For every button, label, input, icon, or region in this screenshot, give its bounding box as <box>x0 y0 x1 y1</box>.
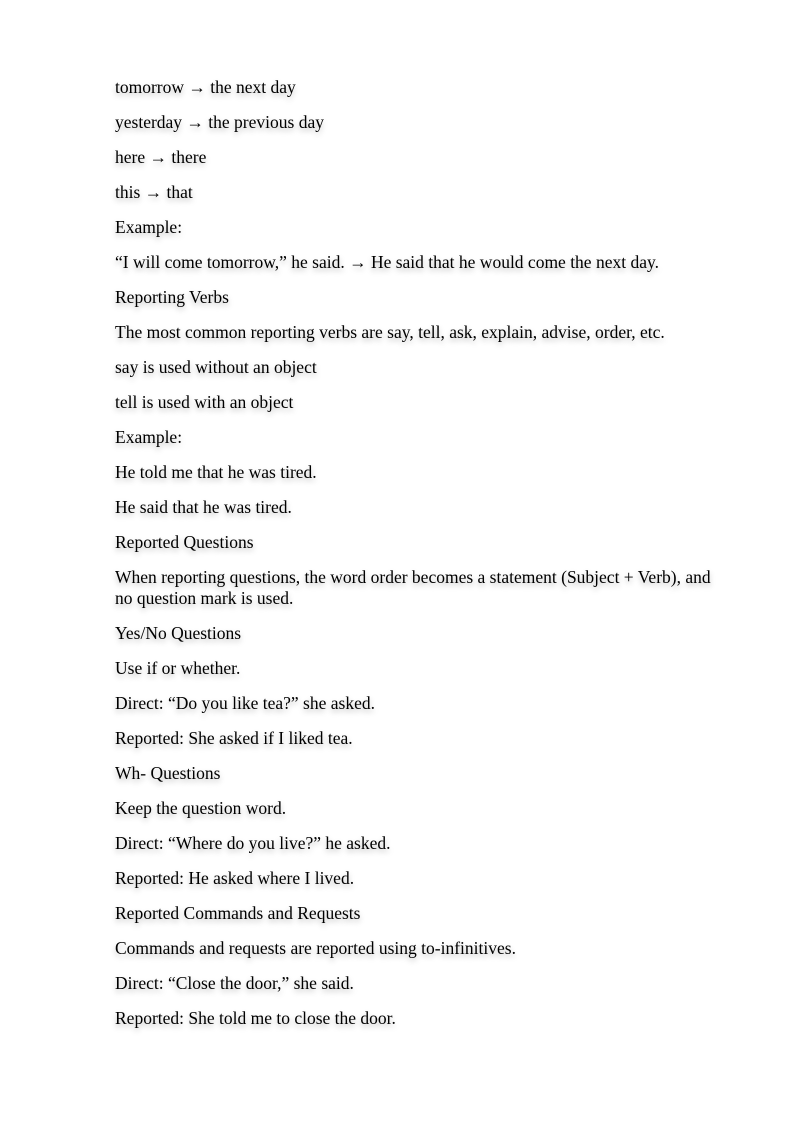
direct-example: Direct: “Close the door,” she said. <box>115 973 354 993</box>
reported-questions-description: When reporting questions, the word order becomes a statement (Subject + Verb), and no question mark is used. <box>115 567 711 608</box>
reported-example: Reported: He asked where I lived. <box>115 868 355 888</box>
place-shift-here: here → there <box>115 147 207 167</box>
reported-example: Reported: She asked if I liked tea. <box>115 728 353 748</box>
say-usage-note: say is used without an object <box>115 357 317 377</box>
section-heading-reporting-verbs: Reporting Verbs <box>115 287 229 307</box>
demonstrative-shift-this: this → that <box>115 182 193 202</box>
example-sentence: He told me that he was tired. <box>115 462 317 482</box>
example-sentence: He said that he was tired. <box>115 497 292 517</box>
example-label: Example: <box>115 427 183 447</box>
section-heading-reported-questions: Reported Questions <box>115 532 254 552</box>
time-shift-yesterday: yesterday → the previous day <box>115 112 324 132</box>
tell-usage-note: tell is used with an object <box>115 392 294 412</box>
reported-example: Reported: She told me to close the door. <box>115 1008 396 1028</box>
direct-example: Direct: “Where do you live?” he asked. <box>115 833 391 853</box>
time-shift-tomorrow: tomorrow → the next day <box>115 77 296 97</box>
yes-no-rule: Use if or whether. <box>115 658 241 678</box>
reporting-verbs-description: The most common reporting verbs are say, tell, ask, explain, advise, order, etc. <box>115 322 665 342</box>
example-label: Example: <box>115 217 183 237</box>
section-heading-commands-requests: Reported Commands and Requests <box>115 903 361 923</box>
subheading-yes-no-questions: Yes/No Questions <box>115 623 242 643</box>
wh-rule: Keep the question word. <box>115 798 287 818</box>
subheading-wh-questions: Wh- Questions <box>115 763 221 783</box>
example-sentence: “I will come tomorrow,” he said. → He said that he would come the next day. <box>115 252 659 272</box>
document-body <box>115 77 725 1043</box>
direct-example: Direct: “Do you like tea?” she asked. <box>115 693 375 713</box>
commands-requests-description: Commands and requests are reported using to-infinitives. <box>115 938 516 958</box>
